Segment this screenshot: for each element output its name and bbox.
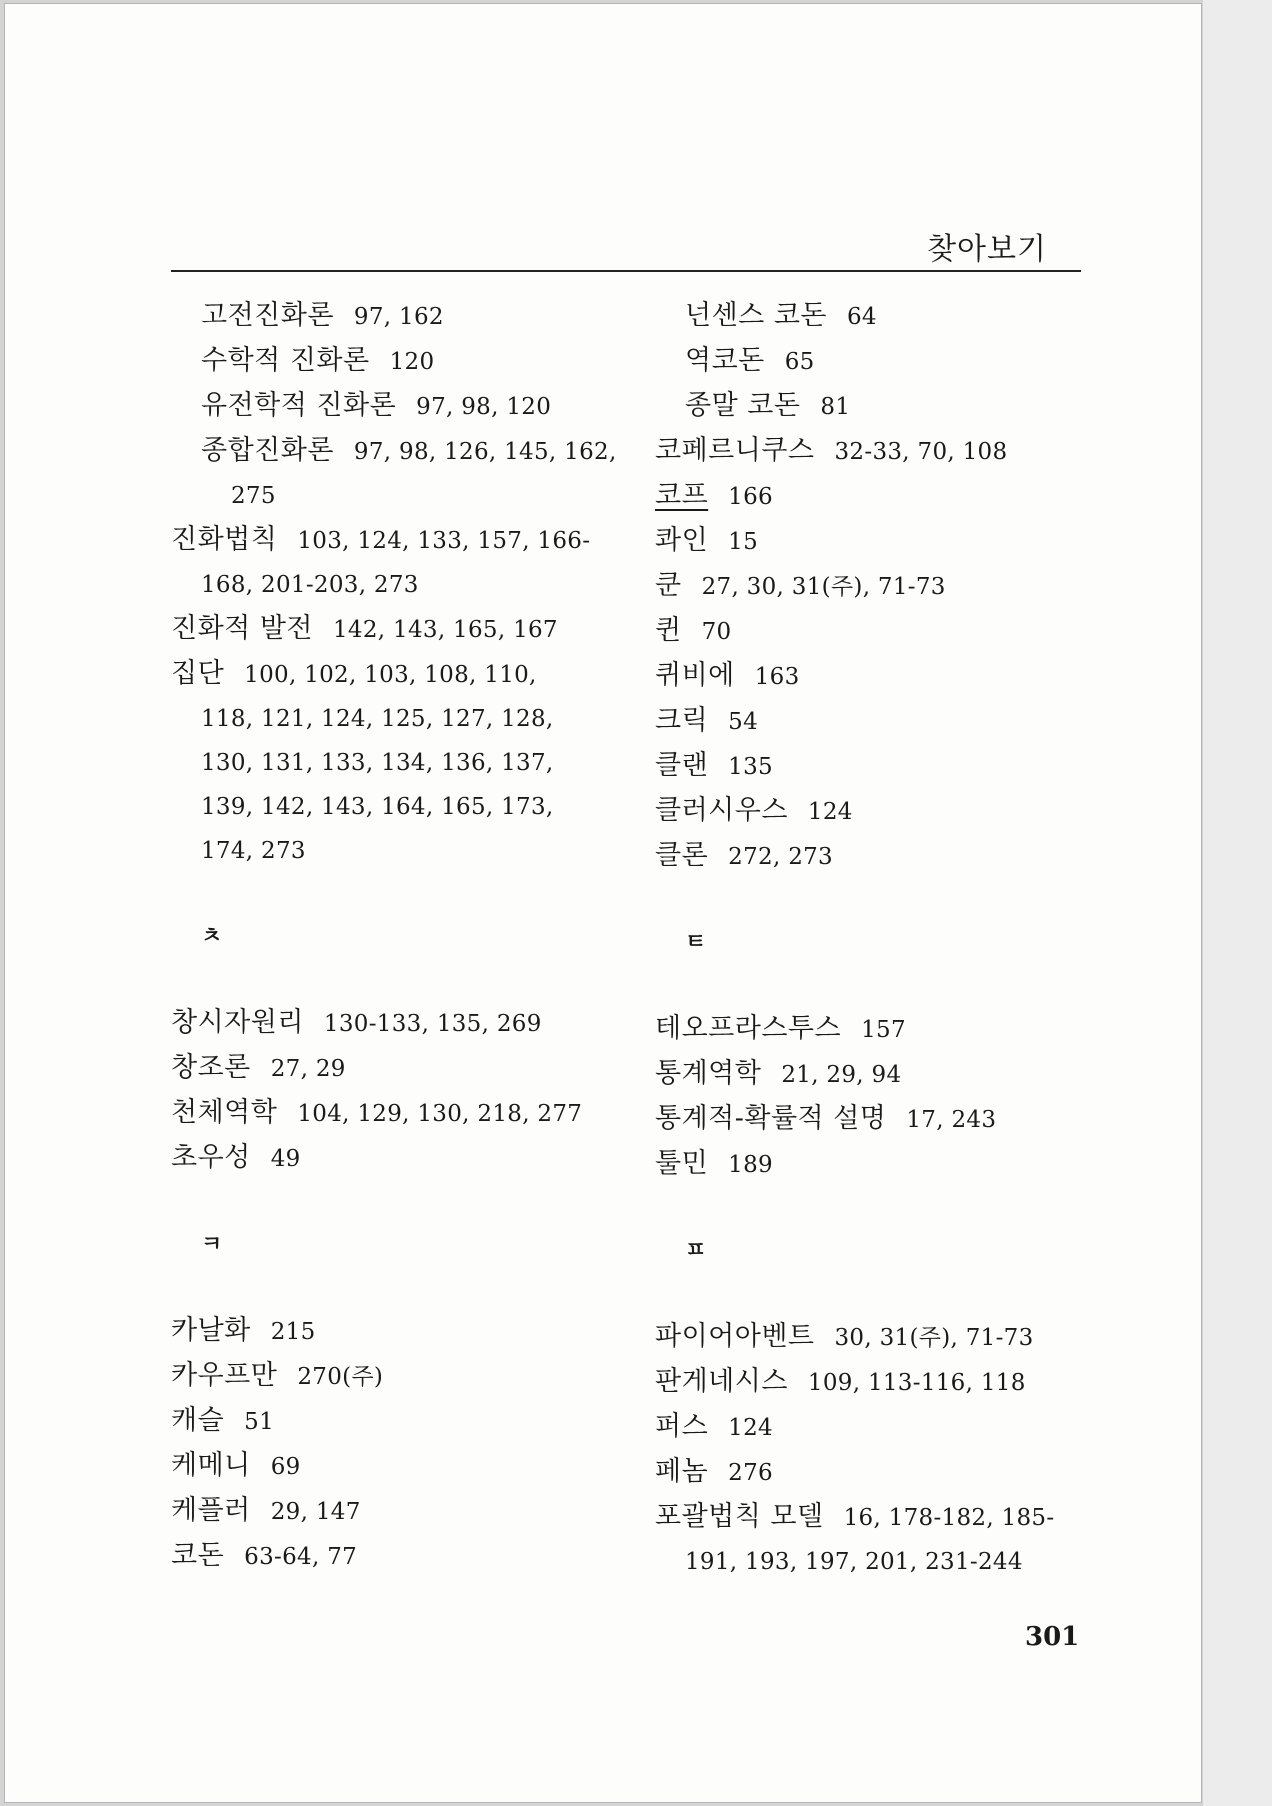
index-term: 클랜 (655, 750, 709, 781)
index-term: 통계적-확률적 설명 (655, 1103, 887, 1134)
index-entry (655, 1142, 1135, 1187)
index-term: 파이어아벤트 (655, 1321, 815, 1352)
index-entry (655, 519, 1135, 564)
index-entry (655, 789, 1135, 834)
index-term: 유전학적 진화론 (201, 390, 397, 421)
index-term: 코프 (655, 480, 709, 511)
index-entry (171, 1091, 651, 1136)
index-pages: 130-133, 135, 269 (323, 1011, 542, 1037)
index-pages: 51 (244, 1409, 275, 1435)
index-pages: 189 (728, 1152, 773, 1178)
index-entry (655, 294, 1135, 339)
index-pages: 30, 31(주), 71-73 (834, 1325, 1034, 1351)
page-title: 찾아보기 (927, 232, 1047, 267)
index-block (171, 1309, 651, 1579)
index-entry (655, 1315, 1135, 1360)
index-term: 진화법칙 (171, 524, 278, 555)
index-pages: 215 (270, 1319, 316, 1345)
index-pages: 65 (784, 349, 815, 375)
index-entry (655, 1052, 1135, 1097)
index-term: 종말 코돈 (685, 390, 801, 421)
index-entry (655, 429, 1135, 474)
index-pages-continued: 139, 142, 143, 164, 165, 173, (201, 794, 554, 820)
index-pages: 16, 178-182, 185- (843, 1505, 1055, 1531)
index-pages: 15 (728, 529, 759, 555)
index-pages-continued: 191, 193, 197, 201, 231-244 (685, 1549, 1023, 1575)
index-term: 코페르니쿠스 (655, 435, 815, 466)
index-entry (171, 1399, 651, 1444)
index-entry (655, 699, 1135, 744)
index-pages: 32-33, 70, 108 (834, 439, 1008, 465)
index-term: 퀴비에 (655, 660, 735, 691)
index-term: 종합진화론 (201, 435, 334, 466)
index-pages: 97, 98, 120 (416, 394, 552, 420)
index-term: 판게네시스 (655, 1366, 788, 1397)
index-pages: 142, 143, 165, 167 (333, 617, 558, 643)
index-entry (655, 1495, 1135, 1584)
index-term: 캐슬 (171, 1405, 225, 1436)
index-entry (655, 1450, 1135, 1495)
index-term: 콰인 (655, 525, 709, 556)
index-entry (655, 339, 1135, 384)
index-term: 케메니 (171, 1450, 251, 1481)
index-term: 클러시우스 (655, 795, 788, 826)
index-entry (171, 339, 651, 384)
index-term: 집단 (171, 658, 225, 689)
index-term: 창시자원리 (171, 1007, 304, 1038)
index-term: 초우성 (171, 1142, 251, 1173)
index-pages: 70 (701, 619, 732, 645)
index-term: 카날화 (171, 1315, 251, 1346)
index-term: 넌센스 코돈 (685, 300, 827, 331)
index-entry (655, 1007, 1135, 1052)
index-pages: 29, 147 (270, 1499, 361, 1525)
index-pages: 157 (861, 1017, 906, 1043)
index-term: 창조론 (171, 1052, 251, 1083)
index-term: 크릭 (655, 705, 709, 736)
index-entry (655, 834, 1135, 879)
index-pages: 64 (847, 304, 877, 330)
index-entry (655, 744, 1135, 789)
index-entry (655, 609, 1135, 654)
index-entry (171, 1046, 651, 1091)
index-pages: 276 (728, 1460, 773, 1486)
index-block (171, 1001, 651, 1181)
index-pages: 163 (754, 664, 800, 690)
index-entry (171, 429, 651, 518)
index-entry (171, 1489, 651, 1534)
index-pages: 27, 29 (270, 1056, 346, 1082)
index-block (655, 294, 1135, 879)
index-column-right (655, 294, 1135, 1584)
index-entry (171, 607, 651, 652)
index-pages: 63-64, 77 (244, 1544, 358, 1570)
index-term: 고전진화론 (201, 300, 334, 331)
index-term: 수학적 진화론 (201, 345, 370, 376)
index-pages-continued: 168, 201-203, 273 (201, 572, 419, 598)
index-entry (655, 474, 1135, 519)
index-entry (171, 518, 651, 607)
index-entry (655, 1360, 1135, 1405)
index-entry (655, 564, 1135, 609)
index-pages: 69 (270, 1454, 301, 1480)
index-entry (171, 1001, 651, 1046)
index-pages: 120 (389, 349, 435, 375)
index-entry (655, 1405, 1135, 1450)
index-pages: 97, 98, 126, 145, 162, (353, 439, 617, 465)
index-pages-continued: 118, 121, 124, 125, 127, 128, (201, 706, 554, 732)
index-term: 퍼스 (655, 1411, 709, 1442)
index-pages: 97, 162 (353, 304, 444, 330)
index-term: 퀸 (655, 615, 682, 646)
index-pages: 270(주) (297, 1364, 384, 1390)
section-heading: ㅌ (685, 930, 707, 955)
index-entry (171, 384, 651, 429)
index-term: 포괄법칙 모델 (655, 1501, 824, 1532)
section-heading: ㅋ (201, 1232, 223, 1257)
index-pages: 17, 243 (906, 1107, 997, 1133)
index-term: 카우프만 (171, 1360, 278, 1391)
index-entry (655, 384, 1135, 429)
index-term: 테오프라스투스 (655, 1013, 842, 1044)
index-entry (171, 1309, 651, 1354)
index-term: 역코돈 (685, 345, 765, 376)
index-entry (171, 1136, 651, 1181)
index-pages: 124 (728, 1415, 773, 1441)
index-block (171, 294, 651, 873)
index-term: 코돈 (171, 1540, 225, 1571)
index-pages: 49 (270, 1146, 301, 1172)
index-entry (171, 652, 651, 873)
section-heading: ㅍ (685, 1238, 707, 1263)
index-pages: 54 (728, 709, 759, 735)
index-pages: 272, 273 (728, 844, 833, 870)
index-entry (171, 1444, 651, 1489)
index-column-left (171, 294, 651, 1579)
index-term: 진화적 발전 (171, 613, 313, 644)
index-pages: 135 (728, 754, 773, 780)
index-pages-continued: 130, 131, 133, 134, 136, 137, (201, 750, 554, 776)
index-term: 페놈 (655, 1456, 709, 1487)
index-pages: 21, 29, 94 (781, 1062, 902, 1088)
section-heading: ㅊ (201, 924, 223, 949)
index-term: 케플러 (171, 1495, 251, 1526)
index-pages: 104, 129, 130, 218, 277 (297, 1101, 583, 1127)
index-term: 툴민 (655, 1148, 709, 1179)
index-term: 천체역학 (171, 1097, 278, 1128)
index-pages: 81 (820, 394, 851, 420)
viewer-side-strip (1203, 0, 1272, 1806)
index-term: 통계역학 (655, 1058, 762, 1089)
index-pages: 103, 124, 133, 157, 166- (297, 528, 591, 554)
index-entry (171, 1534, 651, 1579)
index-block (655, 1007, 1135, 1187)
book-page (4, 3, 1202, 1803)
index-pages-continued: 275 (231, 483, 276, 509)
index-pages: 27, 30, 31(주), 71-73 (701, 574, 946, 600)
running-header (171, 222, 1081, 272)
index-term: 쿤 (655, 570, 682, 601)
index-pages: 124 (807, 799, 853, 825)
index-pages: 166 (728, 484, 773, 510)
index-entry (171, 294, 651, 339)
index-pages-continued: 174, 273 (201, 838, 306, 864)
index-pages: 109, 113-116, 118 (807, 1370, 1026, 1396)
index-term: 클론 (655, 840, 709, 871)
page-number: 301 (1025, 1622, 1080, 1652)
index-block (655, 1315, 1135, 1584)
index-pages: 100, 102, 103, 108, 110, (244, 662, 537, 688)
index-entry (655, 1097, 1135, 1142)
index-entry (655, 654, 1135, 699)
index-entry (171, 1354, 651, 1399)
